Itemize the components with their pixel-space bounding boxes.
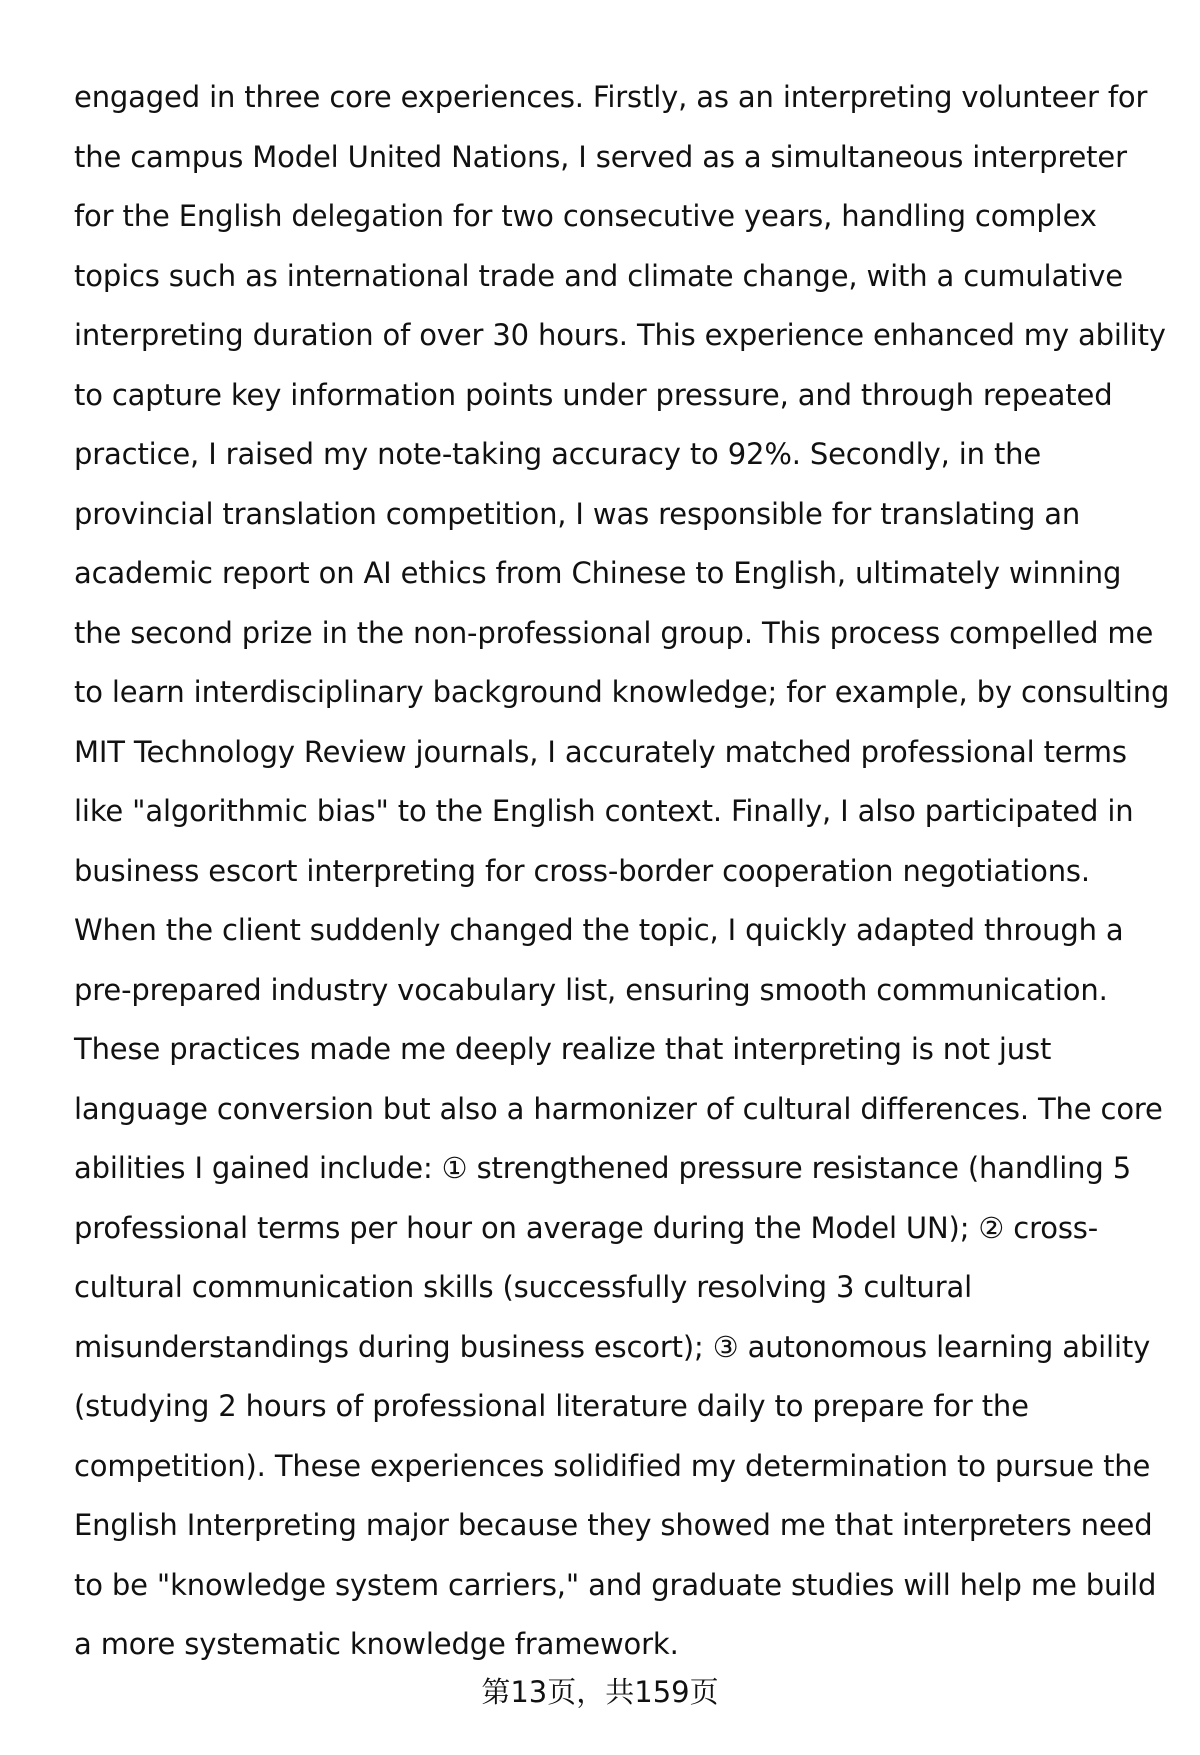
paragraph-line: to capture key information points under pressure, and through repeated: [74, 377, 1113, 412]
paragraph-line: When the client suddenly changed the topic, I quickly adapted through a: [74, 913, 1124, 947]
paragraph-line: business escort interpreting for cross-border cooperation negotiations.: [74, 853, 1090, 888]
paragraph-line: engaged in three core experiences. Firstly, as an interpreting volunteer for: [74, 80, 1148, 114]
paragraph-line: the campus Model United Nations, I served as a simultaneous interpreter: [74, 139, 1127, 174]
paragraph-line: topics such as international trade and climate change, with a cumulative: [74, 258, 1123, 293]
paragraph-line: practice, I raised my note-taking accuracy to 92%. Secondly, in the: [74, 437, 1042, 471]
paragraph-line: language conversion but also a harmonizer of cultural differences. The core: [74, 1091, 1163, 1126]
paragraph-line: pre-prepared industry vocabulary list, ensuring smooth communication.: [74, 972, 1108, 1007]
paragraph-line: cultural communication skills (successfully resolving 3 cultural: [74, 1270, 973, 1304]
paragraph-line: competition). These experiences solidified my determination to pursue the: [74, 1448, 1151, 1483]
page-number-footer: 第13页，共159页: [481, 1675, 719, 1709]
paragraph-line: for the English delegation for two consecutive years, handling complex: [74, 199, 1097, 233]
paragraph-line: professional terms per hour on average during the Model UN); ② cross-: [74, 1210, 1099, 1245]
paragraph-line: provincial translation competition, I was responsible for translating an: [74, 496, 1081, 531]
paragraph-line: (studying 2 hours of professional literature daily to prepare for the: [74, 1389, 1029, 1423]
paragraph-line: misunderstandings during business escort); ③ autonomous learning ability: [74, 1329, 1151, 1364]
paragraph-line: interpreting duration of over 30 hours. This experience enhanced my ability: [74, 318, 1166, 352]
paragraph-line: academic report on AI ethics from Chinese to English, ultimately winning: [74, 556, 1122, 590]
paragraph-line: to be "knowledge system carriers," and graduate studies will help me build: [74, 1567, 1157, 1602]
paragraph-line: These practices made me deeply realize that interpreting is not just: [74, 1032, 1052, 1066]
body-paragraph: [74, 68, 1170, 1675]
paragraph-line: abilities I gained include: ① strengthened pressure resistance (handling 5: [74, 1151, 1132, 1185]
paragraph-line: MIT Technology Review journals, I accurately matched professional terms: [74, 734, 1127, 769]
paragraph-line: to learn interdisciplinary background knowledge; for example, by consulting: [74, 675, 1170, 709]
paragraph-line: a more systematic knowledge framework.: [74, 1627, 679, 1661]
paragraph-line: like "algorithmic bias" to the English context. Finally, I also participated in: [74, 794, 1134, 828]
paragraph-line: the second prize in the non-professional group. This process compelled me: [74, 615, 1154, 650]
paragraph-line: English Interpreting major because they showed me that interpreters need: [74, 1508, 1153, 1542]
